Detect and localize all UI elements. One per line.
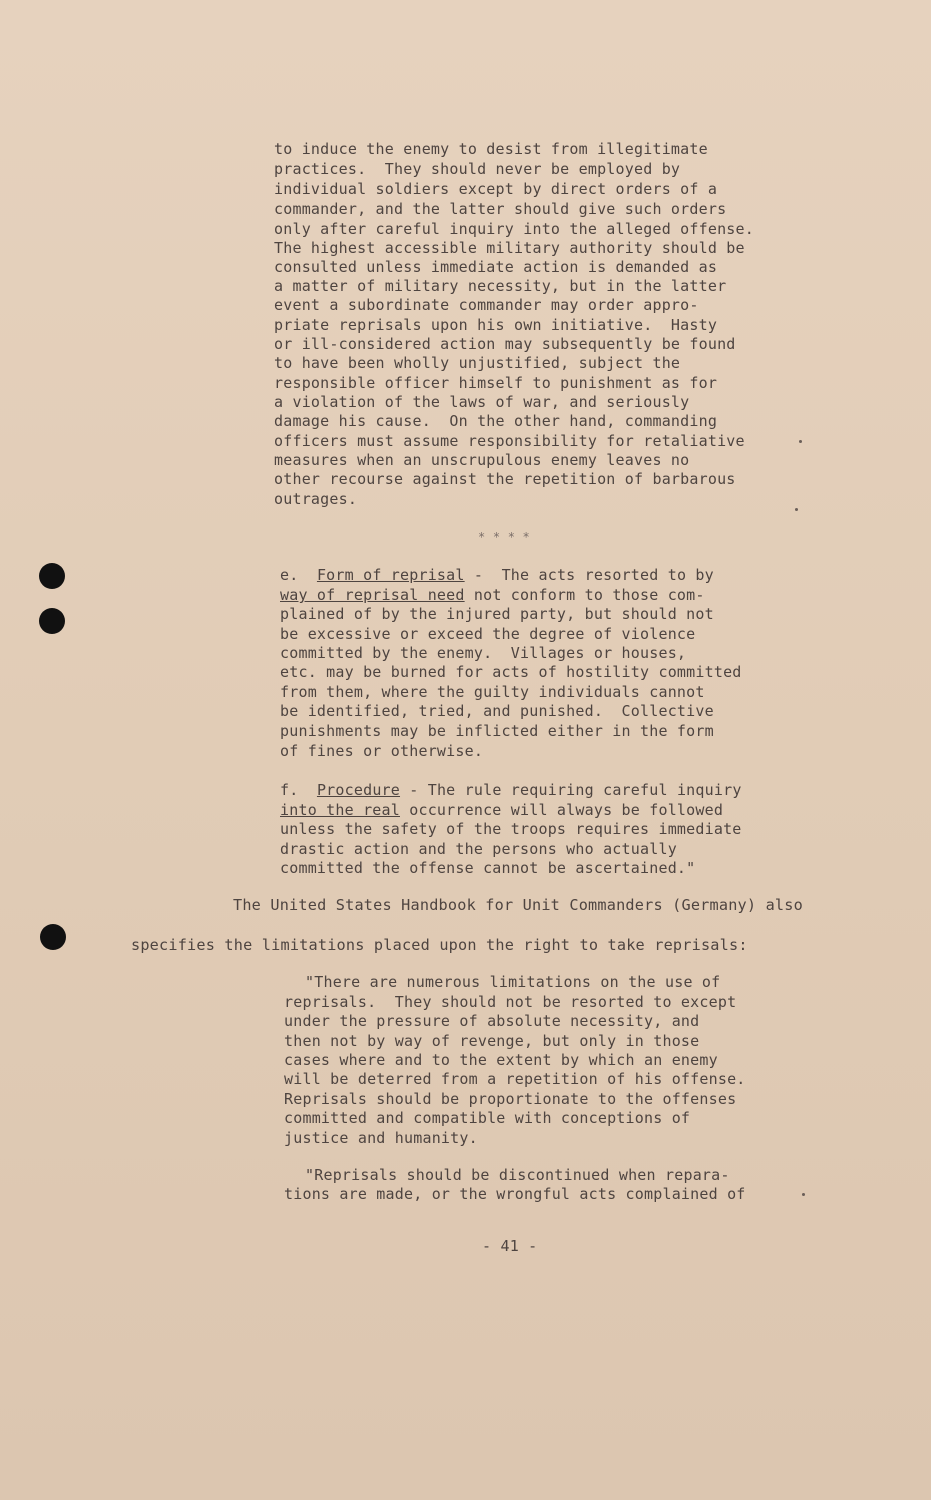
text-line: be identified, tried, and punished. Collective	[280, 702, 714, 720]
text-line: etc. may be burned for acts of hostility committed	[280, 663, 742, 681]
body-text-line: specifies the limitations placed upon the right to take reprisals:	[131, 936, 748, 954]
text-line: way of reprisal need not conform to those com-	[280, 586, 705, 604]
text-line: under the pressure of absolute necessity, and	[284, 1012, 700, 1030]
text-line: e. Form of reprisal - The acts resorted to by	[280, 566, 714, 584]
text-line: consulted unless immediate action is demanded as	[274, 258, 718, 276]
section-separator: * * * *	[478, 530, 530, 544]
text-line: individual soldiers except by direct orders of a	[274, 180, 718, 198]
text-line: measures when an unscrupulous enemy leaves no	[274, 451, 690, 469]
subheading-form-of-reprisal: Form of reprisal	[316, 566, 465, 584]
text-line: damage his cause. On the other hand, commanding	[274, 412, 718, 430]
text-line: tions are made, or the wrongful acts complained of	[284, 1185, 746, 1203]
text-line: will be deterred from a repetition of his offense.	[284, 1070, 746, 1088]
text-line: committed by the enemy. Villages or houses,	[280, 644, 687, 662]
text-line: unless the safety of the troops requires immediate	[280, 820, 742, 838]
text-line: plained of by the injured party, but should not	[280, 605, 714, 623]
text-line: a matter of military necessity, but in the latter	[274, 277, 727, 295]
text-line: committed and compatible with conceptions of	[284, 1109, 691, 1127]
body-text-line: The United States Handbook for Unit Commanders (Germany) also	[233, 896, 803, 914]
subheading-procedure: Procedure	[316, 781, 401, 799]
text-line: to have been wholly unjustified, subject the	[274, 354, 681, 372]
text-line: from them, where the guilty individuals cannot	[280, 683, 705, 701]
text-line: punishments may be inflicted either in the form	[280, 722, 714, 740]
text-line: then not by way of revenge, but only in those	[284, 1032, 700, 1050]
text-line: cases where and to the extent by which an enemy	[284, 1051, 718, 1069]
text-line: practices. They should never be employed by	[274, 160, 681, 178]
text-line: drastic action and the persons who actually	[280, 840, 677, 858]
text-line: commander, and the latter should give such orders	[274, 200, 727, 218]
text-line: officers must assume responsibility for retaliative	[274, 432, 745, 450]
punch-hole-1	[39, 563, 65, 589]
text-line: be excessive or exceed the degree of violence	[280, 625, 696, 643]
text-line: only after careful inquiry into the alleged offense.	[274, 220, 754, 238]
paper-speck	[795, 508, 798, 511]
text-line: outrages.	[274, 490, 358, 508]
text-line: event a subordinate commander may order appro-	[274, 296, 699, 314]
text-line: of fines or otherwise.	[280, 742, 484, 760]
text-line: f. Procedure - The rule requiring careful inquiry	[280, 781, 742, 799]
paper-speck	[799, 440, 802, 443]
text-line: or ill-considered action may subsequently be found	[274, 335, 736, 353]
punch-hole-3	[40, 924, 66, 950]
text-line: justice and humanity.	[284, 1129, 478, 1147]
text-line: Reprisals should be proportionate to the offenses	[284, 1090, 737, 1108]
page-number: - 41 -	[482, 1237, 538, 1255]
punch-hole-2	[39, 608, 65, 634]
text-line: priate reprisals upon his own initiative. Hasty	[274, 316, 718, 334]
text-line: reprisals. They should not be resorted to except	[284, 993, 737, 1011]
text-line: "Reprisals should be discontinued when repara-	[305, 1166, 730, 1184]
text-line: responsible officer himself to punishment as for	[274, 374, 718, 392]
text-line: to induce the enemy to desist from illegitimate	[274, 140, 708, 158]
text-line: a violation of the laws of war, and seriously	[274, 393, 690, 411]
text-line: "There are numerous limitations on the use of	[305, 973, 721, 991]
text-line: other recourse against the repetition of barbarous	[274, 470, 736, 488]
paper-speck	[802, 1193, 805, 1196]
text-line: The highest accessible military authority should be	[274, 239, 745, 257]
text-line: into the real occurrence will always be followed	[280, 801, 724, 819]
text-line: committed the offense cannot be ascertained."	[280, 859, 696, 877]
